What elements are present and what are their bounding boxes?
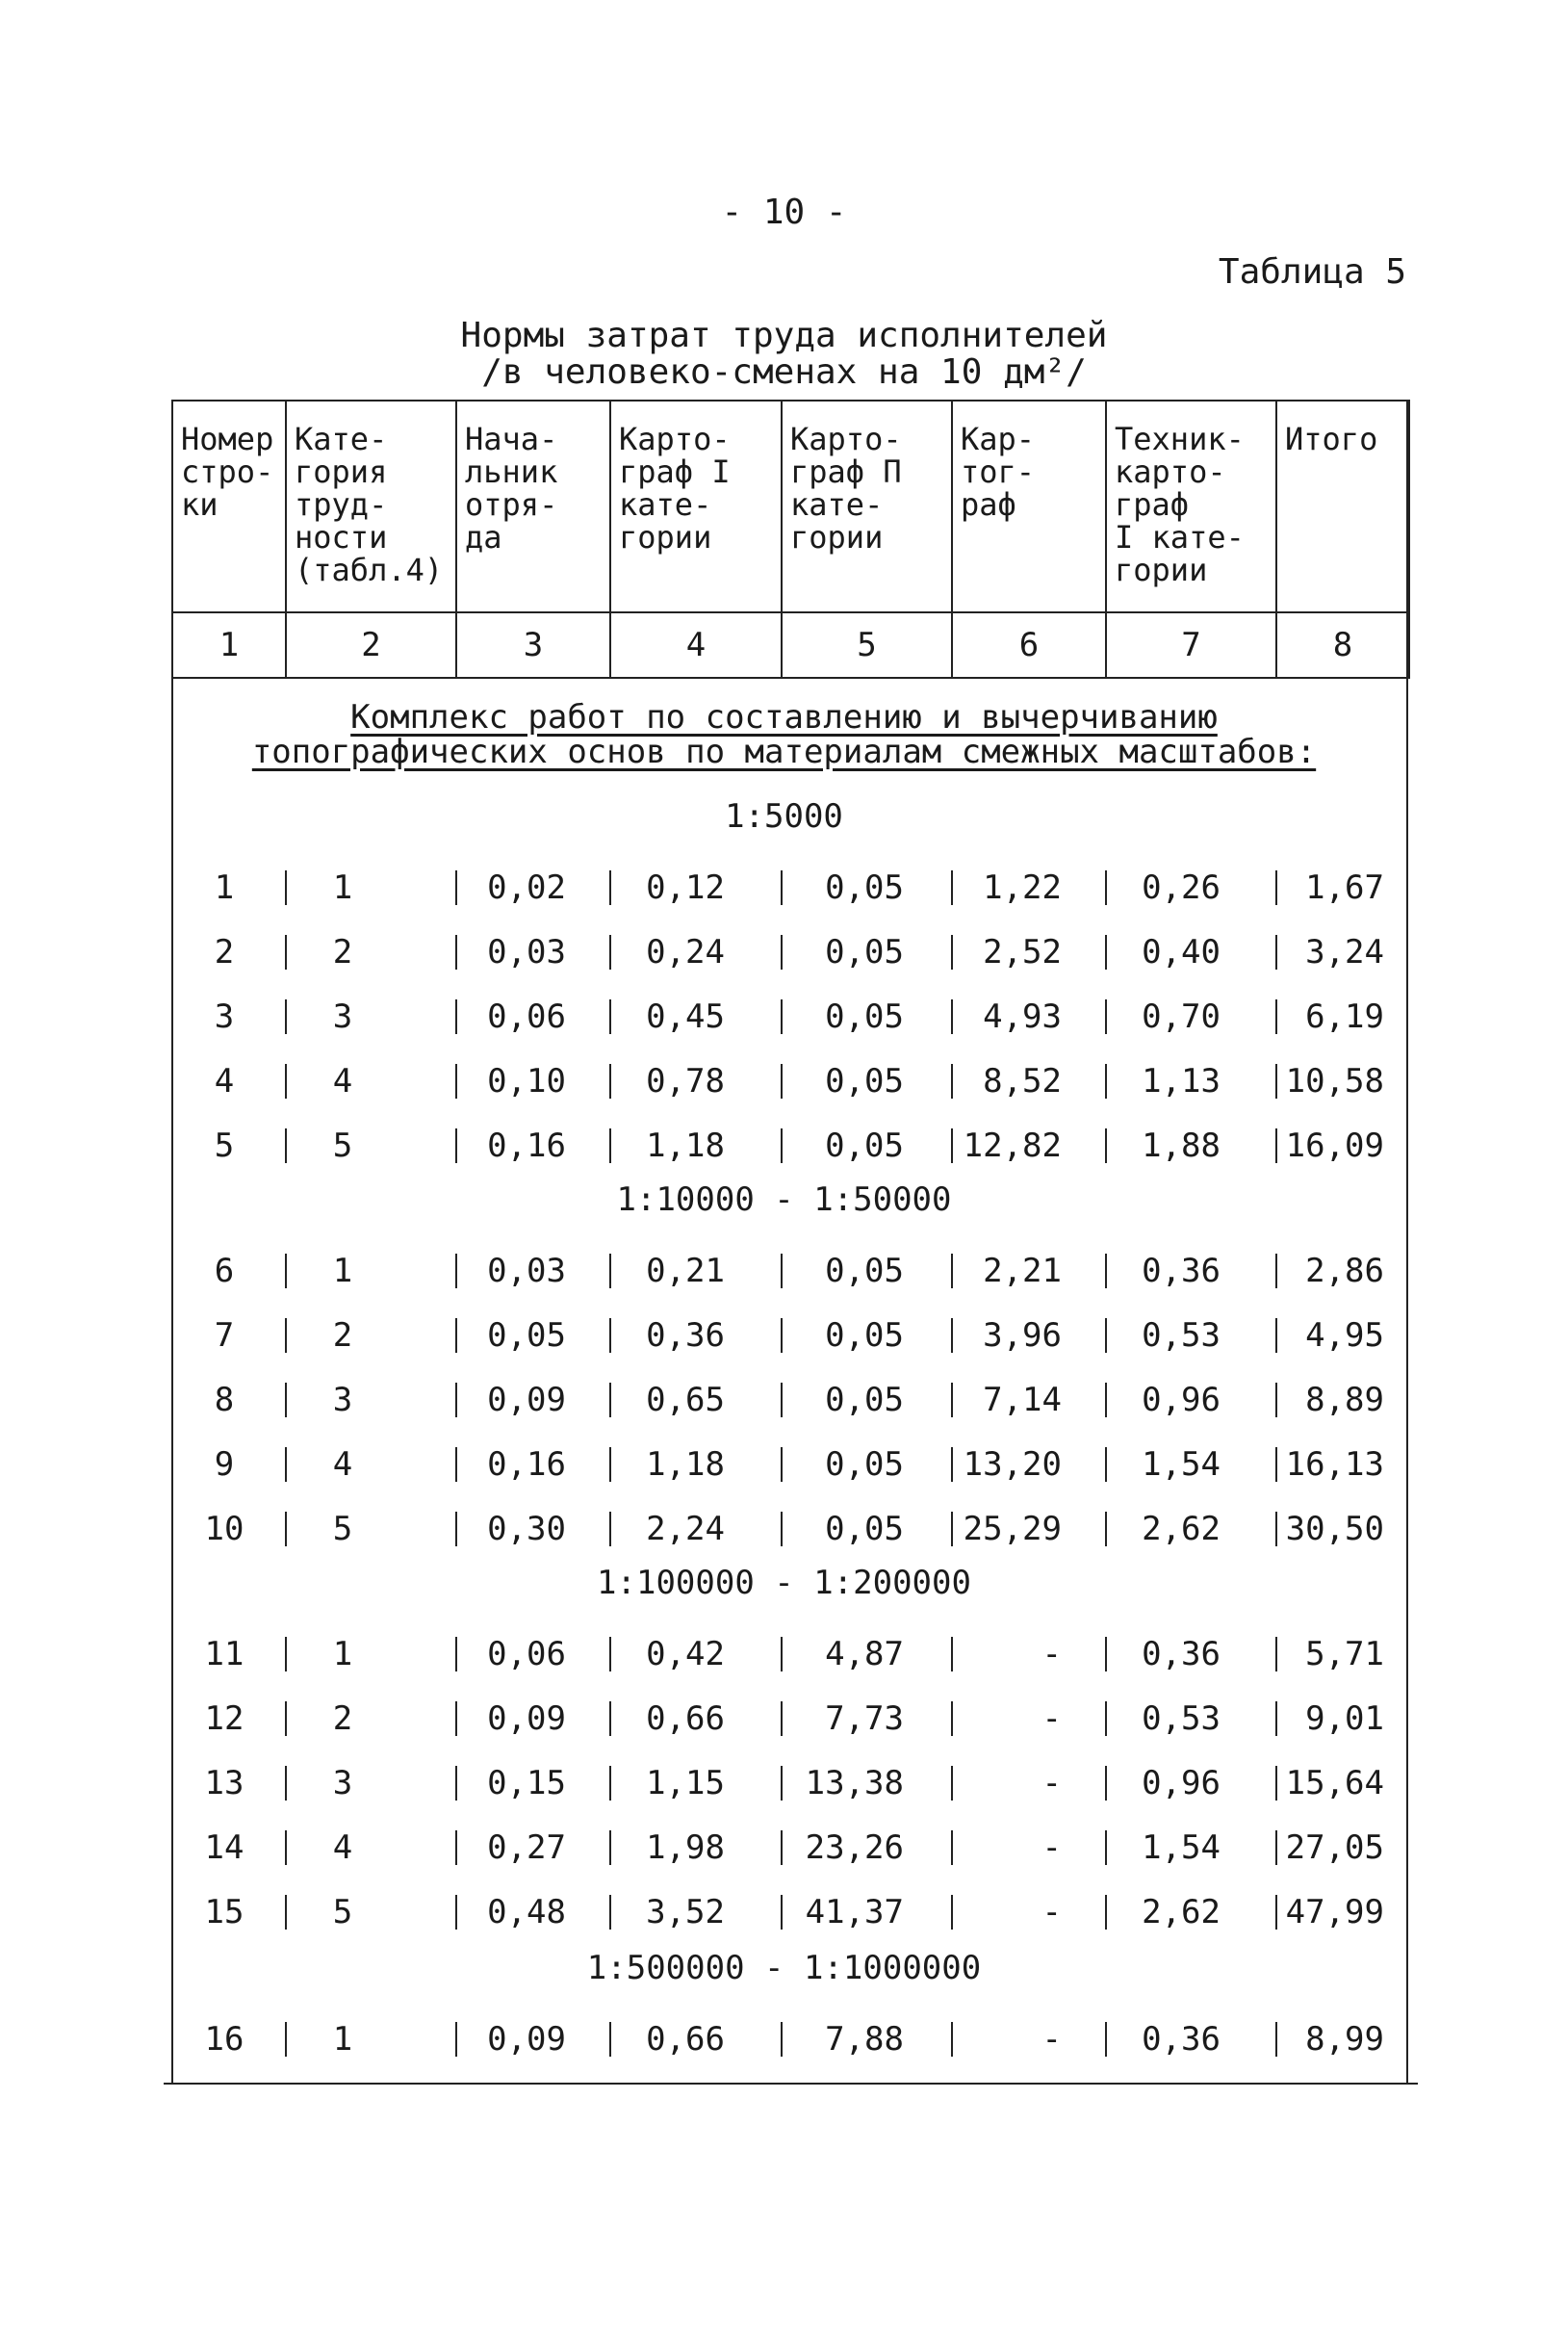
cell-unit-head: 0,16 (487, 1127, 566, 1165)
cell-row-number: 7 (214, 1316, 235, 1355)
cell-unit-head: 0,03 (487, 1252, 566, 1290)
cell-cartographer-2: 0,05 (825, 1381, 904, 1419)
cell-cartographer-1: 1,18 (646, 1127, 725, 1165)
cell-cartographer: 2,52 (983, 933, 1062, 972)
cell-cartographer-2: 41,37 (805, 1893, 904, 1931)
cell-row-number: 5 (214, 1127, 235, 1165)
cell-category: 2 (332, 1316, 353, 1355)
cell-cartographer: - (1041, 1764, 1062, 1802)
cell-cartographer-1: 1,15 (646, 1764, 725, 1802)
cell-cartographer: 4,93 (983, 998, 1062, 1036)
column-separator (781, 1766, 783, 1801)
cell-total: 2,86 (1305, 1252, 1384, 1290)
cell-total: 8,89 (1305, 1381, 1384, 1419)
cell-unit-head: 0,06 (487, 998, 566, 1036)
cell-row-number: 4 (214, 1062, 235, 1101)
column-separator (781, 1383, 783, 1417)
table-label: Таблица 5 (1218, 252, 1406, 292)
cell-unit-head: 0,09 (487, 2020, 566, 2059)
cell-cartographer: - (1041, 2020, 1062, 2059)
cell-cartographer-1: 0,65 (646, 1381, 725, 1419)
cell-category: 1 (332, 1252, 353, 1290)
cell-unit-head: 0,48 (487, 1893, 566, 1931)
caption-line-2: /в человеко-сменах на 10 дм²/ (481, 352, 1087, 392)
cell-total: 8,99 (1305, 2020, 1384, 2059)
cell-cartographer-2: 0,05 (825, 1062, 904, 1101)
cell-total: 47,99 (1285, 1893, 1384, 1931)
cell-cartographer-2: 7,88 (825, 2020, 904, 2059)
cell-cartographer-1: 1,18 (646, 1445, 725, 1484)
cell-unit-head: 0,16 (487, 1445, 566, 1484)
cell-cartographer: - (1041, 1893, 1062, 1931)
cell-technician-cartographer: 1,54 (1142, 1828, 1221, 1867)
cell-cartographer-2: 23,26 (805, 1828, 904, 1867)
header-row (172, 401, 1409, 612)
cell-technician-cartographer: 0,96 (1142, 1764, 1221, 1802)
cell-category: 5 (332, 1127, 353, 1165)
column-separator (781, 1447, 783, 1482)
table-row (171, 1508, 1408, 1550)
cell-cartographer: 25,29 (963, 1510, 1062, 1548)
cell-technician-cartographer: 1,54 (1142, 1445, 1221, 1484)
cell-cartographer-1: 0,66 (646, 1699, 725, 1738)
cell-cartographer-2: 0,05 (825, 1445, 904, 1484)
cell-cartographer: 7,14 (983, 1381, 1062, 1419)
cell-technician-cartographer: 0,26 (1142, 868, 1221, 907)
cell-row-number: 1 (214, 868, 235, 907)
cell-cartographer-1: 0,24 (646, 933, 725, 972)
header-label: Техник- карто- граф I кате- гории (1115, 421, 1245, 588)
table-caption (0, 318, 1568, 391)
cell-row-number: 9 (214, 1445, 235, 1484)
cell-total: 30,50 (1285, 1510, 1384, 1548)
cell-technician-cartographer: 0,36 (1142, 1635, 1221, 1673)
cell-cartographer-1: 2,24 (646, 1510, 725, 1548)
column-separator (781, 1512, 783, 1546)
column-number: 6 (952, 612, 1106, 678)
cell-unit-head: 0,06 (487, 1635, 566, 1673)
cell-cartographer-2: 13,38 (805, 1764, 904, 1802)
cell-category: 3 (332, 998, 353, 1036)
cell-cartographer-2: 0,05 (825, 1252, 904, 1290)
cell-row-number: 14 (204, 1828, 244, 1867)
cell-cartographer-1: 0,78 (646, 1062, 725, 1101)
cell-category: 4 (332, 1445, 353, 1484)
table-row (171, 867, 1408, 909)
column-number: 1 (172, 612, 286, 678)
header-cartographer (952, 401, 1106, 612)
column-separator (781, 1637, 783, 1671)
cell-row-number: 15 (204, 1893, 244, 1931)
table-row (171, 996, 1408, 1038)
cell-cartographer-2: 0,05 (825, 868, 904, 907)
column-separator (781, 1895, 783, 1930)
header-label: Кар- тог- раф (961, 421, 1036, 523)
cell-cartographer-2: 0,05 (825, 1127, 904, 1165)
cell-unit-head: 0,09 (487, 1381, 566, 1419)
cell-unit-head: 0,10 (487, 1062, 566, 1101)
cell-cartographer-2: 0,05 (825, 1316, 904, 1355)
cell-technician-cartographer: 1,88 (1142, 1127, 1221, 1165)
header-total (1276, 401, 1409, 612)
cell-cartographer: 3,96 (983, 1316, 1062, 1355)
cell-unit-head: 0,03 (487, 933, 566, 972)
cell-unit-head: 0,09 (487, 1699, 566, 1738)
cell-total: 16,09 (1285, 1127, 1384, 1165)
cell-category: 1 (332, 868, 353, 907)
column-number: 2 (286, 612, 456, 678)
column-separator (781, 1128, 783, 1163)
cell-cartographer-2: 0,05 (825, 1510, 904, 1548)
cell-cartographer: 1,22 (983, 868, 1062, 907)
cell-total: 16,13 (1285, 1445, 1384, 1484)
cell-cartographer-1: 3,52 (646, 1893, 725, 1931)
section-title-line-2: топографических основ по материалам смежных масштабов: (251, 733, 1317, 771)
table-row (171, 1125, 1408, 1167)
cell-category: 5 (332, 1893, 353, 1931)
header-technician-cartographer (1106, 401, 1276, 612)
column-separator (781, 2022, 783, 2057)
cell-total: 9,01 (1305, 1699, 1384, 1738)
header-label: Карто- граф П кате- гории (790, 421, 902, 556)
column-separator (781, 935, 783, 970)
header-label: Карто- граф I кате- гории (619, 421, 731, 556)
cell-cartographer-2: 0,05 (825, 933, 904, 972)
column-number: 4 (610, 612, 782, 678)
cell-row-number: 12 (204, 1699, 244, 1738)
cell-unit-head: 0,30 (487, 1510, 566, 1548)
cell-total: 10,58 (1285, 1062, 1384, 1101)
table-row (171, 2018, 1408, 2060)
header-cartographer-1 (610, 401, 782, 612)
cell-cartographer-2: 0,05 (825, 998, 904, 1036)
cell-cartographer-1: 1,98 (646, 1828, 725, 1867)
table-row (171, 1250, 1408, 1292)
cell-unit-head: 0,05 (487, 1316, 566, 1355)
column-number: 8 (1276, 612, 1409, 678)
table-row (171, 1891, 1408, 1933)
page-number: - 10 - (721, 193, 847, 232)
scale-heading: 1:5000 (725, 797, 843, 836)
header-unit-head (456, 401, 610, 612)
section-title (0, 700, 1568, 769)
cell-cartographer: - (1041, 1635, 1062, 1673)
cell-cartographer-2: 7,73 (825, 1699, 904, 1738)
cell-total: 15,64 (1285, 1764, 1384, 1802)
cell-total: 27,05 (1285, 1828, 1384, 1867)
table-row (171, 1827, 1408, 1869)
column-separator (781, 1830, 783, 1865)
scale-heading: 1:10000 - 1:50000 (616, 1180, 952, 1219)
cell-technician-cartographer: 0,96 (1142, 1381, 1221, 1419)
header-label: Нача- льник отря- да (465, 421, 558, 556)
table-header (171, 400, 1410, 679)
cell-cartographer: 13,20 (963, 1445, 1062, 1484)
cell-total: 6,19 (1305, 998, 1384, 1036)
table-row (171, 1762, 1408, 1804)
header-difficulty-category (286, 401, 456, 612)
cell-technician-cartographer: 2,62 (1142, 1893, 1221, 1931)
header-label: Номер стро- ки (181, 421, 274, 523)
cell-technician-cartographer: 0,40 (1142, 933, 1221, 972)
column-number: 5 (782, 612, 952, 678)
cell-row-number: 16 (204, 2020, 244, 2059)
cell-unit-head: 0,15 (487, 1764, 566, 1802)
cell-row-number: 3 (214, 998, 235, 1036)
cell-total: 3,24 (1305, 933, 1384, 972)
cell-total: 4,95 (1305, 1316, 1384, 1355)
cell-row-number: 10 (204, 1510, 244, 1548)
cell-total: 1,67 (1305, 868, 1384, 907)
column-number: 7 (1106, 612, 1276, 678)
column-separator (781, 1318, 783, 1353)
table-row (171, 931, 1408, 973)
cell-category: 3 (332, 1764, 353, 1802)
cell-technician-cartographer: 0,53 (1142, 1316, 1221, 1355)
table-row (171, 1697, 1408, 1740)
cell-cartographer-1: 0,66 (646, 2020, 725, 2059)
cell-cartographer: - (1041, 1699, 1062, 1738)
cell-category: 3 (332, 1381, 353, 1419)
cell-technician-cartographer: 0,53 (1142, 1699, 1221, 1738)
column-separator (781, 870, 783, 905)
cell-technician-cartographer: 2,62 (1142, 1510, 1221, 1548)
table-row (171, 1379, 1408, 1421)
column-number-row (172, 612, 1409, 678)
table-row (171, 1314, 1408, 1357)
cell-technician-cartographer: 0,36 (1142, 1252, 1221, 1290)
cell-category: 2 (332, 1699, 353, 1738)
header-cartographer-2 (782, 401, 952, 612)
cell-row-number: 2 (214, 933, 235, 972)
table-row (171, 1060, 1408, 1102)
cell-cartographer: 8,52 (983, 1062, 1062, 1101)
column-separator (781, 1701, 783, 1736)
header-label: Кате- гория труд- ности (табл.4) (295, 421, 444, 588)
cell-cartographer: 12,82 (963, 1127, 1062, 1165)
header-label: Итого (1285, 421, 1378, 457)
column-separator (781, 1254, 783, 1288)
cell-category: 1 (332, 2020, 353, 2059)
cell-category: 4 (332, 1062, 353, 1101)
cell-cartographer-1: 0,36 (646, 1316, 725, 1355)
cell-cartographer: 2,21 (983, 1252, 1062, 1290)
cell-row-number: 13 (204, 1764, 244, 1802)
cell-cartographer-1: 0,12 (646, 868, 725, 907)
cell-row-number: 11 (204, 1635, 244, 1673)
cell-category: 1 (332, 1635, 353, 1673)
table-bottom-rule (164, 2083, 1418, 2085)
column-separator (781, 999, 783, 1034)
cell-unit-head: 0,02 (487, 868, 566, 907)
column-number: 3 (456, 612, 610, 678)
cell-category: 2 (332, 933, 353, 972)
scale-heading: 1:100000 - 1:200000 (597, 1564, 971, 1602)
table-row (171, 1443, 1408, 1486)
cell-technician-cartographer: 0,70 (1142, 998, 1221, 1036)
cell-cartographer-1: 0,45 (646, 998, 725, 1036)
header-row-number (172, 401, 286, 612)
cell-technician-cartographer: 0,36 (1142, 2020, 1221, 2059)
cell-row-number: 8 (214, 1381, 235, 1419)
cell-total: 5,71 (1305, 1635, 1384, 1673)
cell-category: 5 (332, 1510, 353, 1548)
scale-heading: 1:500000 - 1:1000000 (586, 1949, 982, 1987)
cell-cartographer-1: 0,21 (646, 1252, 725, 1290)
cell-category: 4 (332, 1828, 353, 1867)
section-title-line-1: Комплекс работ по составлению и вычерчиванию (350, 698, 1218, 737)
caption-line-1: Нормы затрат труда исполнителей (460, 316, 1108, 355)
cell-cartographer-1: 0,42 (646, 1635, 725, 1673)
cell-technician-cartographer: 1,13 (1142, 1062, 1221, 1101)
table-row (171, 1633, 1408, 1675)
cell-row-number: 6 (214, 1252, 235, 1290)
cell-cartographer: - (1041, 1828, 1062, 1867)
column-separator (781, 1064, 783, 1099)
cell-cartographer-2: 4,87 (825, 1635, 904, 1673)
cell-unit-head: 0,27 (487, 1828, 566, 1867)
